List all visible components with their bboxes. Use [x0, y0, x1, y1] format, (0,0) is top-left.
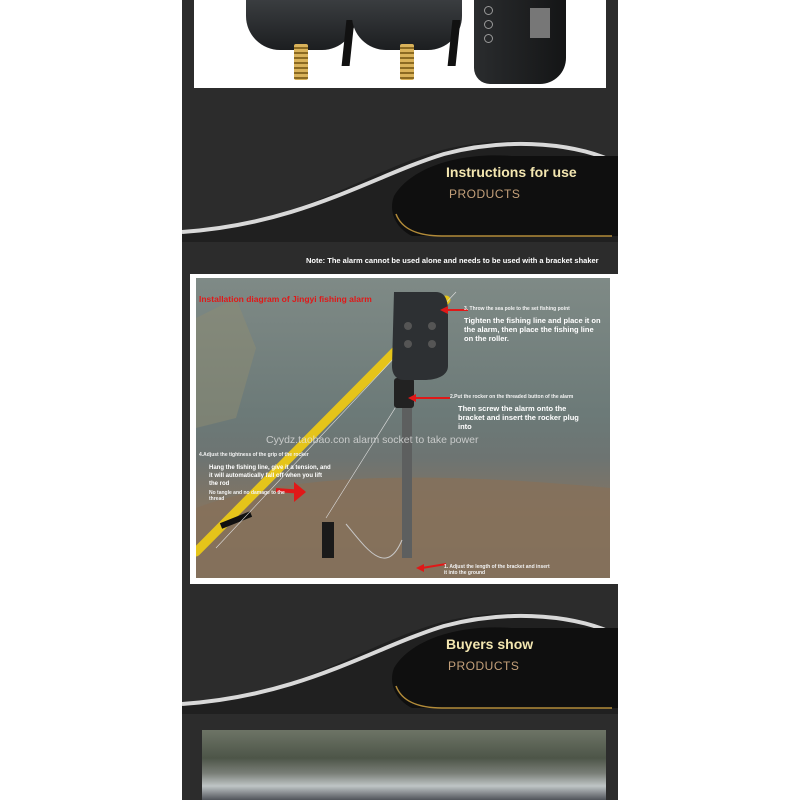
section-title: Instructions for use	[446, 164, 577, 180]
step2-text: Then screw the alarm onto the bracket and insert the rocker plug into	[458, 404, 579, 431]
product-photo	[194, 0, 606, 88]
bite-alarm-image	[352, 0, 462, 50]
watermark-text: Cyydz.taobao.con alarm socket to take power	[266, 434, 479, 446]
step4-note: No tangle and no damage to the thread	[209, 490, 285, 502]
installation-diagram	[190, 274, 618, 584]
buyers-show-photo	[202, 730, 606, 800]
instructions-banner	[182, 132, 618, 232]
receiver-image	[474, 0, 566, 84]
bite-alarm-image	[246, 0, 356, 50]
step3-text: Tighten the fishing line and place it on the alarm, then place the fishing line on the roller.	[464, 316, 601, 343]
usage-note: Note: The alarm cannot be used alone and needs to be used with a bracket shaker	[306, 256, 599, 265]
step3-label: 3. Throw the sea pole to the set fishing point	[464, 306, 570, 312]
section-subtitle: PRODUCTS	[449, 187, 521, 201]
section-title: Buyers show	[446, 636, 534, 652]
step4-label: 4.Adjust the tightness of the grip of the rocker	[199, 452, 309, 458]
step2-label: 2.Put the rocker on the threaded button of the alarm	[450, 394, 574, 400]
step1-label: 1. Adjust the length of the bracket and insert it into the ground	[444, 564, 550, 576]
buyers-banner	[182, 604, 618, 704]
product-detail-strip	[182, 0, 618, 800]
section-subtitle: PRODUCTS	[448, 659, 520, 673]
step4-text: Hang the fishing line, give it a tension, and it will automatically fall off when you lift the rod	[209, 465, 331, 487]
diagram-title: Installation diagram of Jingyi fishing alarm	[199, 294, 372, 304]
